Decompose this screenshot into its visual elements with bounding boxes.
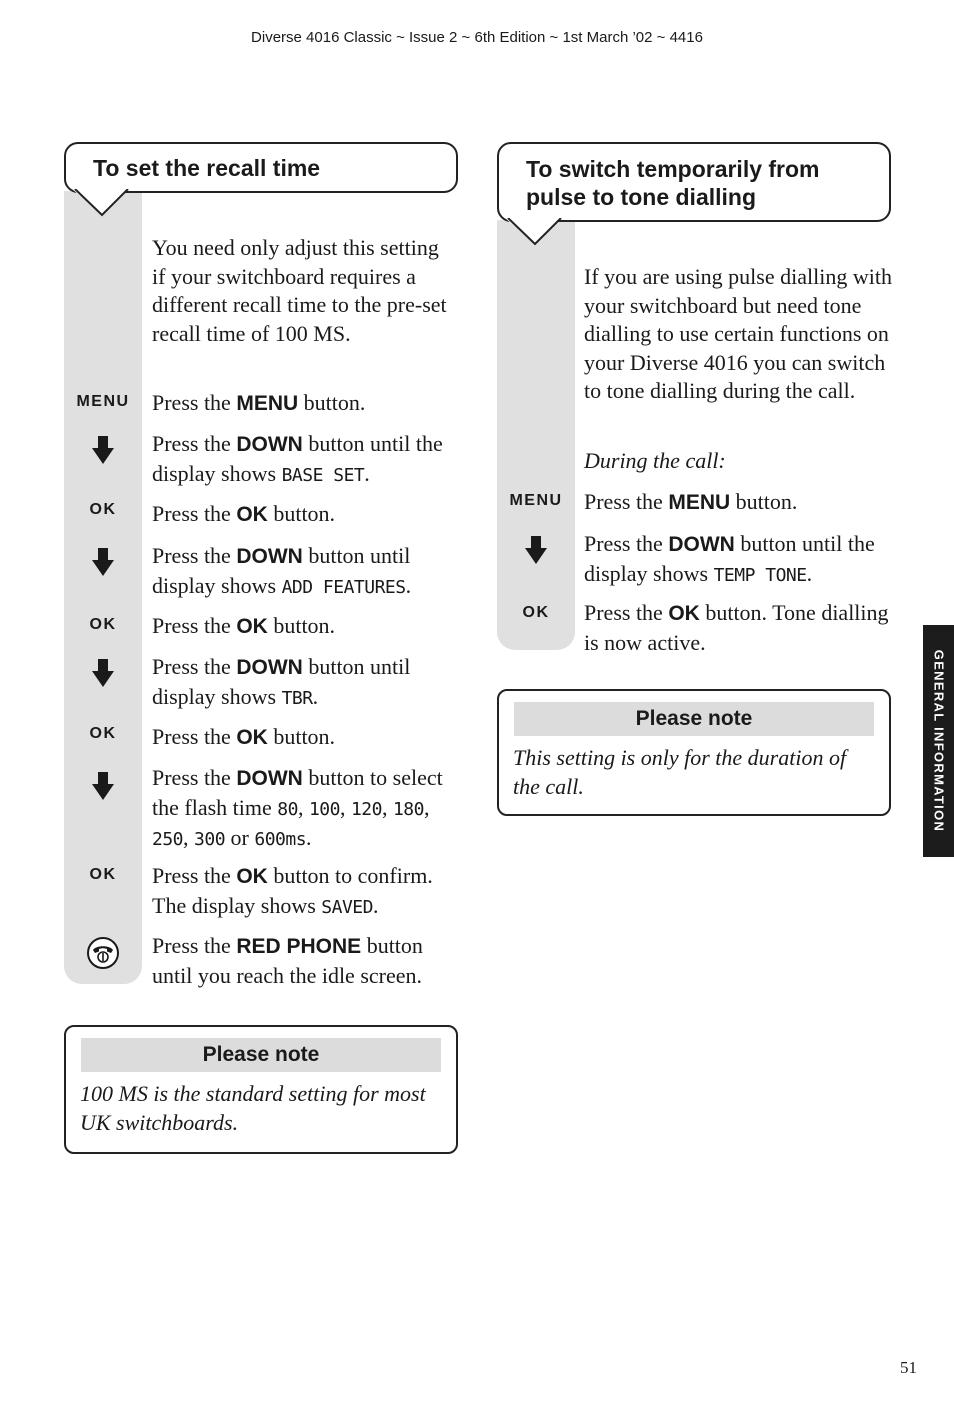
page-number: 51 bbox=[900, 1358, 917, 1377]
down-arrow-icon bbox=[65, 659, 141, 692]
please-note-box bbox=[497, 689, 891, 816]
title-pointer-left bbox=[72, 189, 132, 219]
title-pointer-right bbox=[505, 218, 565, 248]
left-section bbox=[64, 142, 458, 193]
step-text: Press the OK button. Tone dialling is now active. bbox=[584, 600, 889, 655]
step-text: Press the DOWN button until display shows ADD FEATURES. bbox=[152, 543, 412, 598]
menu-key-icon: MENU bbox=[76, 393, 130, 410]
note-title: Please note bbox=[81, 1038, 441, 1072]
ok-key-icon: OK bbox=[89, 725, 117, 742]
red-phone-icon bbox=[65, 936, 141, 975]
section-side-tab: GENERAL INFORMATION bbox=[923, 625, 954, 857]
down-arrow-icon bbox=[498, 536, 574, 569]
ok-key-icon: OK bbox=[89, 616, 117, 633]
section-title-recall: To set the recall time bbox=[64, 142, 458, 193]
icon-column-right bbox=[497, 220, 575, 650]
right-section bbox=[497, 142, 891, 222]
step-text: Press the MENU button. bbox=[584, 489, 798, 514]
menu-key-icon: MENU bbox=[509, 492, 563, 509]
ok-key-icon: OK bbox=[89, 501, 117, 518]
step-text: Press the DOWN button until the display shows TEMP TONE. bbox=[584, 531, 875, 586]
down-arrow-icon bbox=[65, 772, 141, 805]
note-text: This setting is only for the duration of the call. bbox=[513, 745, 847, 799]
document-header: Diverse 4016 Classic ~ Issue 2 ~ 6th Edition ~ 1st March ’02 ~ 4416 bbox=[251, 29, 703, 46]
step-text: Press the MENU button. bbox=[152, 390, 366, 415]
note-text: 100 MS is the standard setting for most UK switchboards. bbox=[80, 1081, 426, 1135]
during-call-label: During the call: bbox=[584, 448, 726, 473]
ok-key-icon: OK bbox=[522, 604, 550, 621]
note-title: Please note bbox=[514, 702, 874, 736]
step-text: Press the DOWN button until display shows TBR. bbox=[152, 654, 411, 709]
section-title-pulse-tone: To switch temporarily from pulse to tone dialling bbox=[497, 142, 891, 222]
step-text: Press the DOWN button to select the flash time 80, 100, 120, 180, 250, 300 or 600ms. bbox=[152, 765, 443, 850]
step-text: Press the RED PHONE button until you reach the idle screen. bbox=[152, 933, 423, 988]
please-note-box bbox=[64, 1025, 458, 1154]
ok-key-icon: OK bbox=[89, 866, 117, 883]
step-text: Press the OK button. bbox=[152, 724, 336, 749]
step-text: Press the OK button. bbox=[152, 613, 336, 638]
step-text: Press the DOWN button until the display shows BASE SET. bbox=[152, 431, 443, 486]
pulse-tone-intro: If you are using pulse dialling with your switchboard but need tone dialling to use certain functions on your Diverse 4016 you can switch to tone dialling during the call. bbox=[584, 264, 892, 403]
recall-intro: You need only adjust this setting if your switchboard requires a different recall time to the pre-set recall time of 100 MS. bbox=[152, 235, 447, 346]
step-text: Press the OK button to confirm. The display shows SAVED. bbox=[152, 863, 433, 918]
down-arrow-icon bbox=[65, 548, 141, 581]
down-arrow-icon bbox=[65, 436, 141, 469]
step-text: Press the OK button. bbox=[152, 501, 336, 526]
